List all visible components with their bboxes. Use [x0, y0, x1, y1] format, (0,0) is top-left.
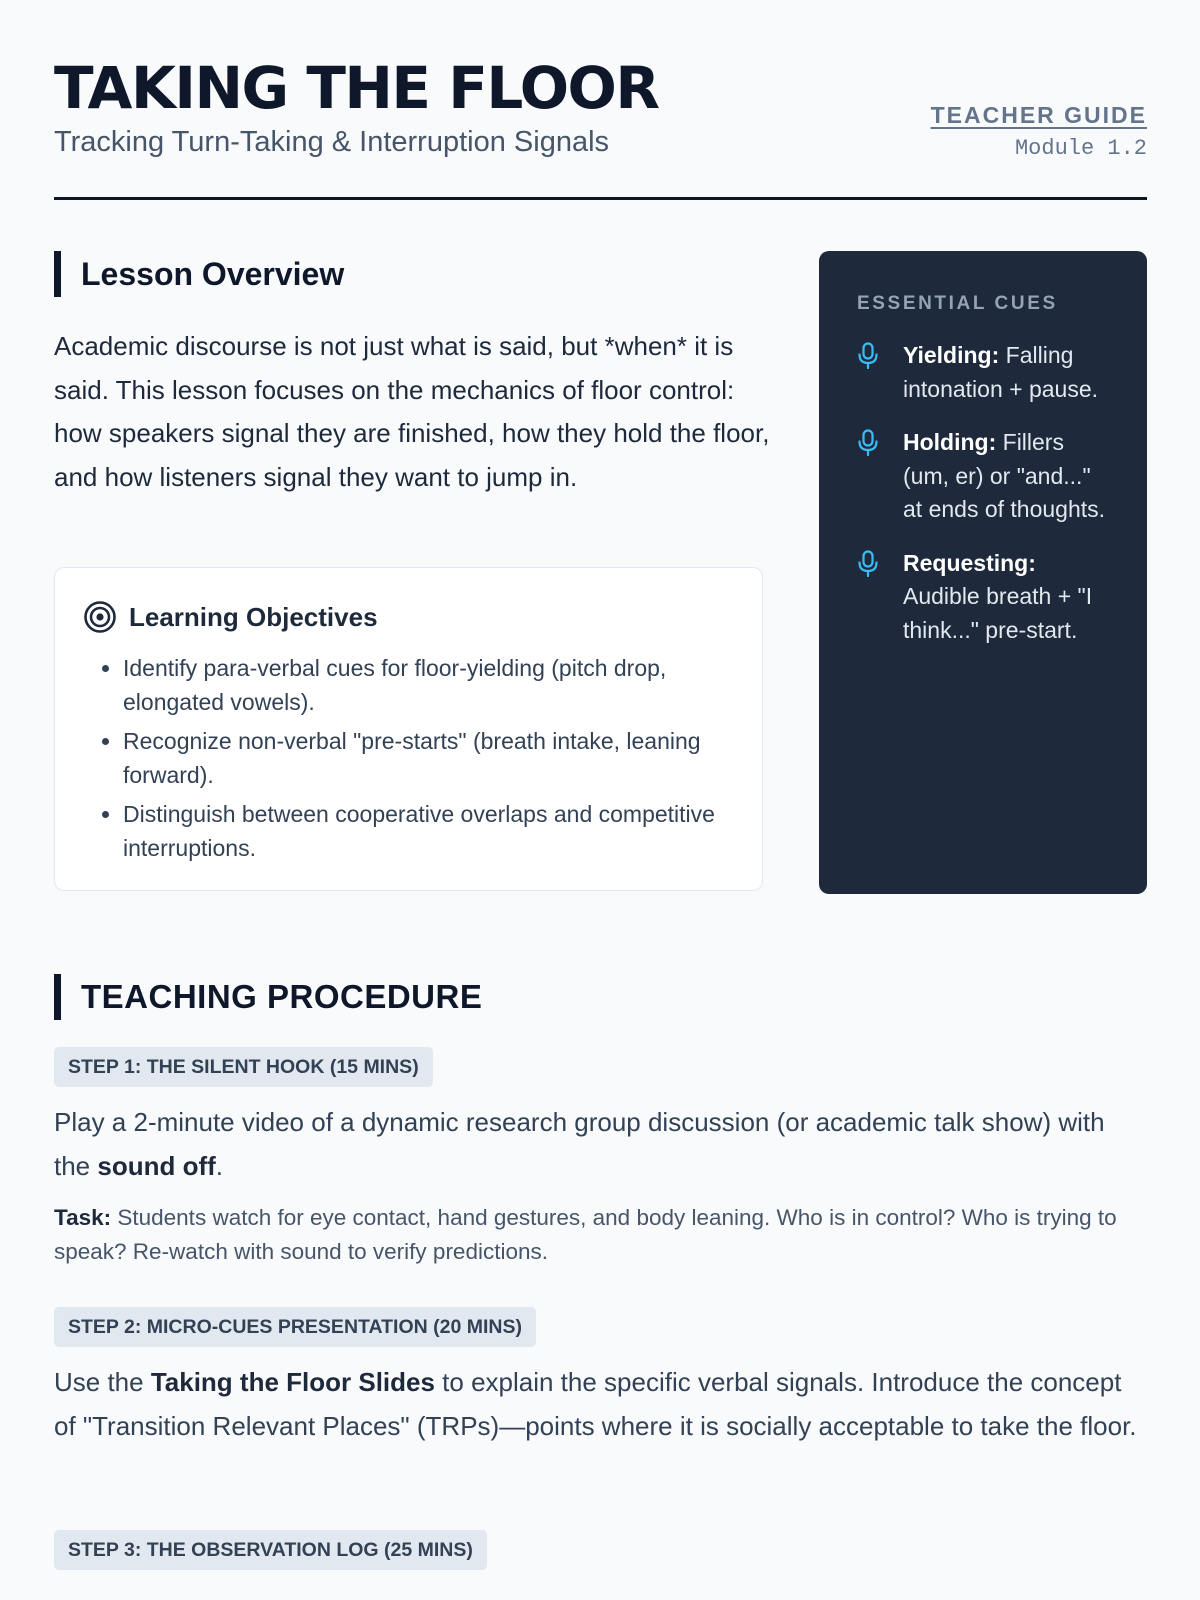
- task-text: Students watch for eye contact, hand gestures, and body leaning. Who is in control? Who is trying to speak? Re-watch with sound to verify predictions.: [54, 1205, 1117, 1264]
- objective-item: • Recognize non-verbal "pre-starts" (breath intake, leaning forward).: [123, 725, 763, 792]
- objectives-list: [83, 652, 763, 871]
- microphone-icon: [857, 550, 879, 578]
- step-badge: STEP 2: MICRO-CUES PRESENTATION (20 MINS): [54, 1307, 536, 1347]
- guide-tag: [931, 100, 1147, 164]
- module-number: Module 1.2: [1014, 136, 1147, 161]
- overview-heading: Lesson Overview: [54, 251, 344, 297]
- objective-item: • Distinguish between cooperative overlaps and competitive interruptions.: [123, 798, 763, 865]
- objectives-title: Learning Objectives: [129, 601, 378, 632]
- step-text-part: Play a 2-minute video of a dynamic research group discussion (or academic talk show) with the: [54, 1107, 1105, 1181]
- step-text-part: to explain the specific verbal signals. Introduce the concept of "Transition Relevant Places" (TRPs)—points where it is socially acceptable to take the floor.: [54, 1367, 1137, 1441]
- teacher-guide-link[interactable]: TEACHER GUIDE: [930, 102, 1147, 128]
- page-header: [54, 0, 1147, 200]
- overview-body: Academic discourse is not just what is said, but *when* it is said. This lesson focuses on the mechanics of floor control: how speakers signal they are finished, how they hold the floor, and how listeners signal they want to jump in.: [54, 331, 770, 492]
- microphone-icon: [857, 429, 879, 457]
- step-text-emphasis: Taking the Floor Slides: [150, 1367, 435, 1397]
- cue-text: [903, 339, 1109, 406]
- target-icon: [83, 600, 117, 634]
- procedure-heading: TEACHING PROCEDURE: [54, 974, 482, 1020]
- cue-text: [903, 426, 1109, 527]
- step-description: [54, 1361, 1147, 1448]
- objective-item: • Identify para-verbal cues for floor-yielding (pitch drop, elongated vowels).: [123, 652, 763, 719]
- step-badge: STEP 1: THE SILENT HOOK (15 MINS): [54, 1047, 433, 1087]
- page-title: TAKING THE FLOOR: [54, 54, 659, 122]
- lesson-page: [54, 0, 1147, 1561]
- objectives-card: [54, 567, 763, 891]
- cue-label: Yielding:: [903, 342, 1000, 368]
- cue-label: Requesting:: [903, 549, 1036, 576]
- task-label: Task:: [54, 1205, 112, 1230]
- microphone-icon: [857, 342, 879, 370]
- cues-title: ESSENTIAL CUES: [857, 293, 1058, 314]
- cue-description: Audible breath + "I think..." pre-start.: [903, 583, 1093, 643]
- step-text-emphasis: sound off: [97, 1150, 216, 1181]
- step-description: [54, 1101, 1147, 1188]
- cue-label: Holding:: [903, 429, 997, 455]
- step-task: [54, 1201, 1147, 1268]
- cue-description: Falling intonation + pause.: [903, 342, 1099, 402]
- step-badge: STEP 3: THE OBSERVATION LOG (25 MINS): [54, 1530, 487, 1570]
- step-text-part: .: [215, 1150, 224, 1181]
- cue-description: Fillers (um, er) or "and..." at ends of thoughts.: [903, 429, 1106, 522]
- cue-text: [903, 547, 1109, 648]
- cue-item-yielding: [857, 339, 1109, 406]
- page-subtitle: Tracking Turn-Taking & Interruption Signals: [54, 126, 610, 158]
- cue-item-holding: [857, 426, 1109, 527]
- essential-cues-panel: [819, 251, 1147, 894]
- cue-item-requesting: [857, 547, 1109, 648]
- step-text-part: Use the: [54, 1367, 151, 1397]
- objectives-header: [83, 600, 378, 634]
